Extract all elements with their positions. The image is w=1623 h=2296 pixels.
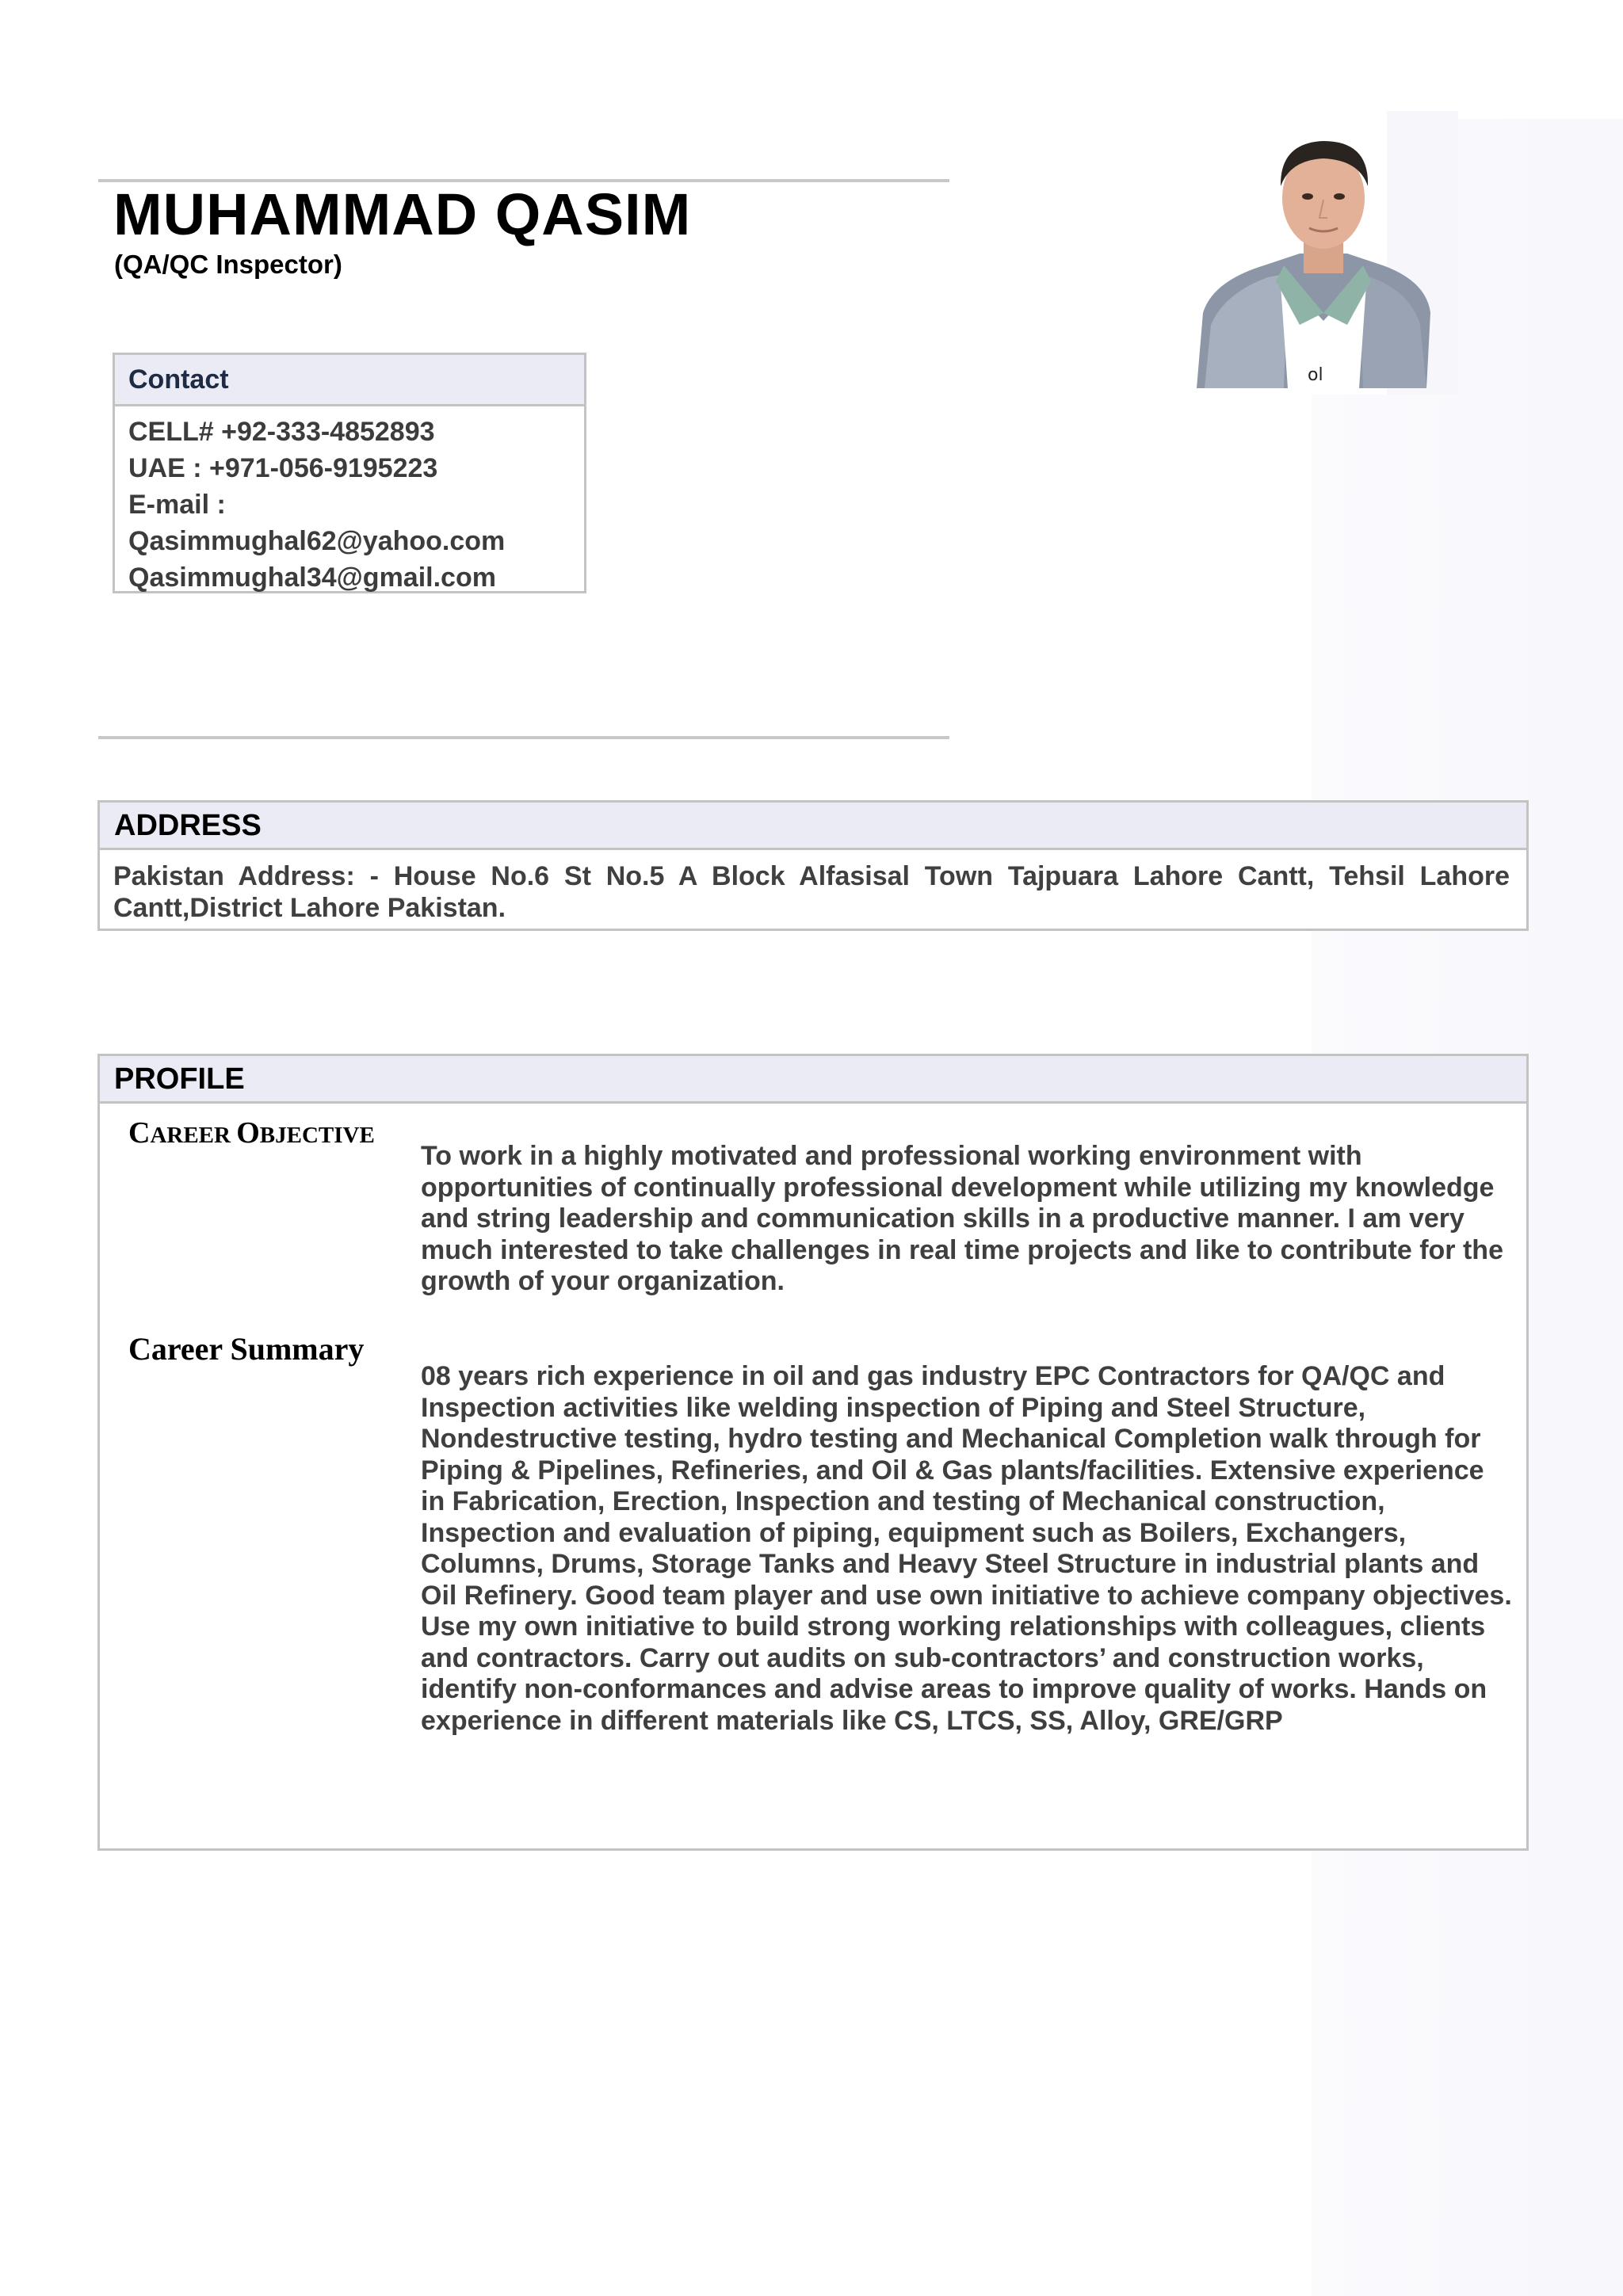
- profile-title: PROFILE: [114, 1062, 245, 1096]
- career-objective-text: To work in a highly motivated and professional working environment with opportunities of continually professional development while utilizing my knowledge and string leadership and communication skills in a productive manner. I am very much interested to take challenges in real time projects and like to contribute for the growth of your organization.: [421, 1141, 1503, 1296]
- candidate-name: MUHAMMAD QASIM: [113, 181, 692, 247]
- contact-email-label: E-mail :: [128, 490, 226, 520]
- contact-email-gmail: Qasimmughal34@gmail.com: [128, 563, 496, 593]
- address-header: [100, 803, 1526, 850]
- contact-email-yahoo: Qasimmughal62@yahoo.com: [128, 526, 506, 556]
- contact-title: Contact: [128, 364, 229, 395]
- career-summary-text: 08 years rich experience in oil and gas industry EPC Contractors for QA/QC and Inspection activities like welding inspection of Piping and Steel Structure, Nondestructive testing, hydro testing and Mechanical Completion walk through for Piping & Pipelines, Refineries, and Oil & Gas plants/facilities. Extensive experience in Fabrication, Erection, Inspection and testing of Mechanical construction, Inspection and evaluation of piping, equipment such as Boilers, Exchangers, Columns, Drums, Storage Tanks and Heavy Steel Structure in industrial plants and Oil Refinery. Good team player and use own initiative to achieve company objectives. Use my own initiative to build strong working relationships with colleagues, clients and contractors. Carry out audits on sub-contractors’ and construction works, identify non-conformances and advise areas to improve quality of works. Hands on experience in different materials like CS, LTCS, SS, Alloy, GRE/GRP: [421, 1361, 1512, 1736]
- svg-text:ol: ol: [1308, 365, 1323, 385]
- address-title: ADDRESS: [114, 809, 262, 842]
- career-objective-heading: CAREER OBJECTIVE: [128, 1116, 375, 1150]
- contact-header: [115, 355, 584, 406]
- contact-box: [113, 353, 586, 593]
- contact-rule: [98, 736, 949, 739]
- candidate-role: (QA/QC Inspector): [114, 250, 342, 279]
- profile-photo: [1189, 111, 1458, 395]
- contact-uae: UAE : +971-056-9195223: [128, 453, 438, 483]
- profile-header: [100, 1056, 1526, 1104]
- career-summary-heading: Career Summary: [128, 1331, 365, 1367]
- contact-cell: CELL# +92-333-4852893: [128, 417, 435, 447]
- address-text: Pakistan Address: - House No.6 St No.5 A Block Alfasisal Town Tajpuara Lahore Cantt, Tehsil Lahore Cantt,District Lahore Pakistan.: [113, 861, 1510, 923]
